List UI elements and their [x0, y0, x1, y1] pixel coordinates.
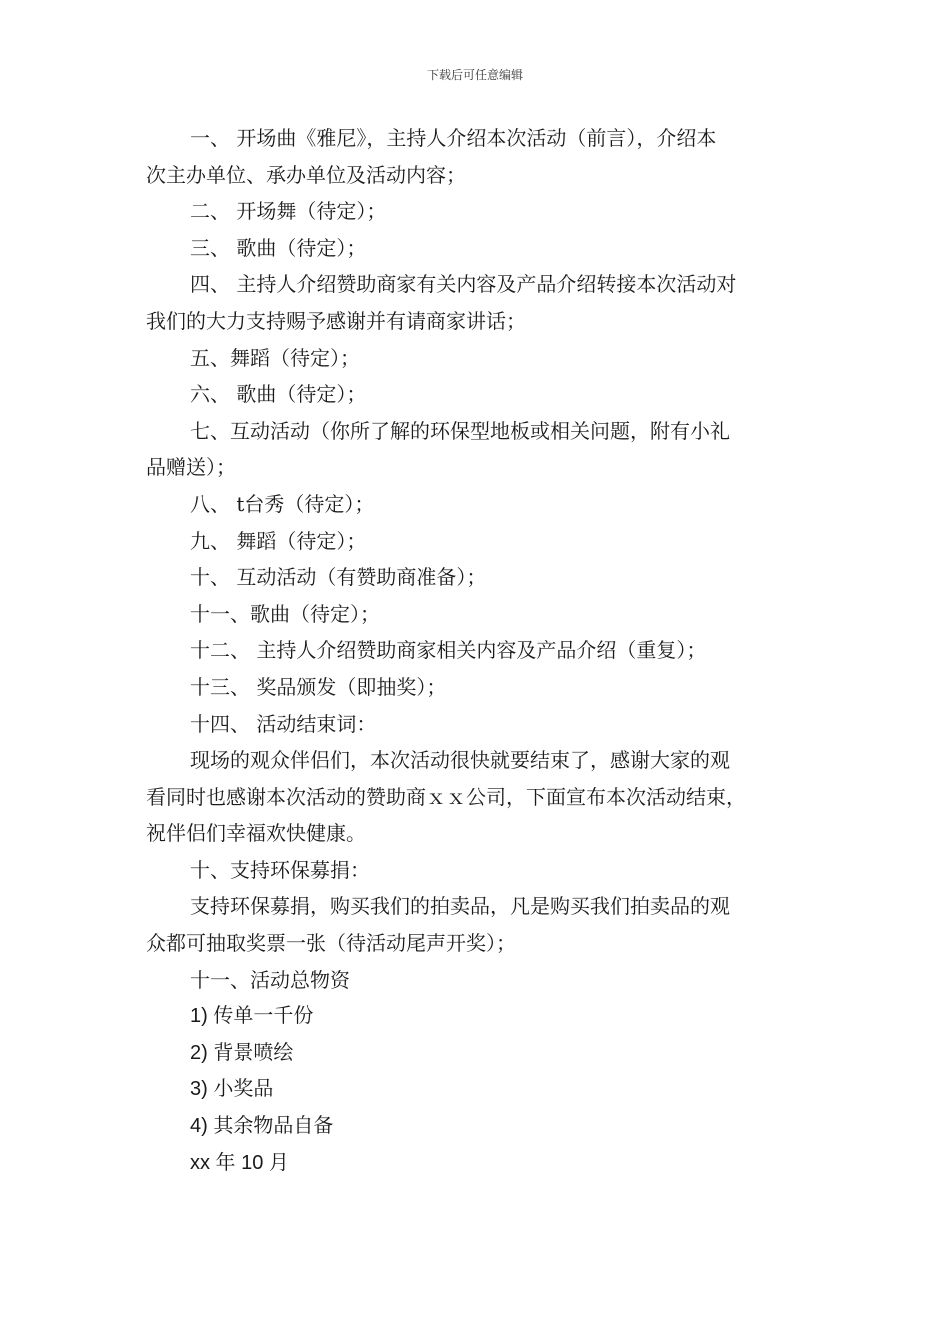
- document-line: 十、 互动活动（有赞助商准备）；: [190, 565, 487, 590]
- document-line: 七、互动活动（你所了解的环保型地板或相关问题，附有小礼: [190, 418, 730, 443]
- document-line: 看同时也感谢本次活动的赞助商ｘｘ公司，下面宣布本次活动结束，: [146, 784, 746, 809]
- document-line: 十一、歌曲（待定）；: [190, 601, 380, 626]
- document-line: 十四、 活动结束词：: [190, 711, 377, 736]
- document-line: xx 年 10 月: [190, 1151, 289, 1174]
- document-line: 现场的观众伴侣们，本次活动很快就要结束了，感谢大家的观: [190, 748, 730, 773]
- document-line: 4) 其余物品自备: [190, 1115, 334, 1138]
- document-line: 支持环保募捐，购买我们的拍卖品，凡是购买我们拍卖品的观: [190, 894, 730, 919]
- document-line: 1) 传单一千份: [190, 1005, 314, 1028]
- document-line: 十二、 主持人介绍赞助商家相关内容及产品介绍（重复）；: [190, 638, 707, 663]
- document-line: 九、 舞蹈（待定）；: [190, 528, 367, 553]
- document-line: 众都可抽取奖票一张（待活动尾声开奖）；: [146, 931, 516, 956]
- document-line: 十一、活动总物资: [190, 967, 350, 992]
- document-body: [146, 120, 818, 1181]
- document-line: 3) 小奖品: [190, 1078, 274, 1101]
- page-header: 下载后可任意编辑: [426, 68, 523, 82]
- document-line: 二、 开场舞（待定）；: [190, 199, 387, 224]
- document-line: 五、舞蹈（待定）；: [190, 345, 360, 370]
- document-line: 十三、 奖品颁发（即抽奖）；: [190, 674, 447, 699]
- document-line: 品赠送）；: [146, 455, 236, 480]
- document-line: 八、 t台秀（待定）；: [190, 491, 375, 516]
- document-line: 我们的大力支持赐予感谢并有请商家讲话；: [146, 308, 526, 333]
- document-line: 三、 歌曲（待定）；: [190, 235, 367, 260]
- document-line: 一、 开场曲《雅尼》，主持人介绍本次活动（前言），介绍本: [190, 126, 717, 150]
- document-line: 十、支持环保募捐：: [190, 857, 370, 882]
- document-line: 四、 主持人介绍赞助商家有关内容及产品介绍转接本次活动对: [190, 272, 737, 297]
- document-line: 2) 背景喷绘: [190, 1041, 294, 1064]
- document-line: 六、 歌曲（待定）；: [190, 382, 367, 407]
- document-line: 次主办单位、承办单位及活动内容；: [146, 162, 466, 187]
- document-line: 祝伴侣们幸福欢快健康。: [146, 821, 366, 846]
